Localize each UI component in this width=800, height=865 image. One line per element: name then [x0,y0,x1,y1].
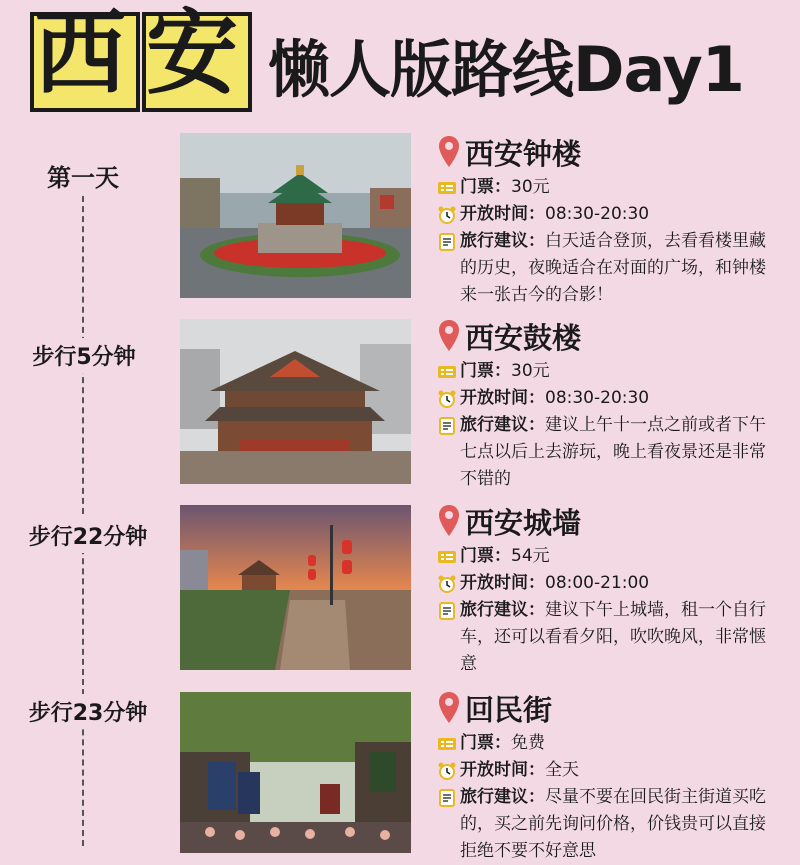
ticket-value: 30元 [511,361,550,381]
alarm-clock-icon [437,389,457,409]
spot-card-muslim-street [437,686,777,865]
photo-city-wall [180,505,411,670]
step-label-walk-23: 步行23分钟 [18,694,158,729]
title-char-xi: 西 [34,0,127,107]
alarm-clock-icon [437,574,457,594]
ticket-label: 门票： [460,546,511,566]
location-pin-icon [437,504,461,538]
ticket-row [437,174,777,201]
hours-label: 开放时间： [460,573,545,593]
ticket-row [437,358,777,385]
location-pin-icon [437,691,461,725]
hours-value: 08:30-20:30 [545,204,650,224]
hours-row [437,201,777,228]
advice-row [437,412,777,493]
hours-row [437,385,777,412]
place-name: 回民街 [465,692,553,727]
photo-bell-tower [180,133,411,298]
page-subtitle: 懒人版路线Day1 [268,33,744,106]
ticket-row [437,543,777,570]
photo-muslim-street [180,692,411,853]
ticket-icon [437,547,457,567]
advice-text: 建议下午上城墙，租一个自行车，还可以看看夕阳，吹吹晚风，非常惬意 [460,600,766,674]
advice-row [437,228,777,309]
advice-row [437,597,777,678]
spot-card-drum-tower [437,314,777,493]
note-icon [437,788,457,808]
hours-label: 开放时间： [460,204,545,224]
ticket-value: 30元 [511,177,550,197]
ticket-row [437,730,777,757]
advice-label: 旅行建议： [460,231,545,251]
step-label-day1: 第一天 [35,156,131,195]
advice-label: 旅行建议： [460,600,545,620]
ticket-icon [437,734,457,754]
hours-row [437,757,777,784]
hours-row [437,570,777,597]
place-name: 西安鼓楼 [465,320,582,355]
title-char-an: 安 [146,0,239,107]
ticket-value: 免费 [511,733,545,753]
hours-value: 全天 [545,760,579,780]
place-heading [437,130,777,174]
ticket-label: 门票： [460,361,511,381]
advice-label: 旅行建议： [460,787,545,807]
ticket-value: 54元 [511,546,550,566]
ticket-label: 门票： [460,733,511,753]
place-heading [437,314,777,358]
step-label-walk-5: 步行5分钟 [22,338,146,373]
hours-label: 开放时间： [460,388,545,408]
ticket-icon [437,362,457,382]
ticket-label: 门票： [460,177,511,197]
place-name: 西安钟楼 [465,136,582,171]
place-heading [437,686,777,730]
hours-value: 08:00-21:00 [545,573,650,593]
spot-card-city-wall [437,499,777,678]
hours-label: 开放时间： [460,760,545,780]
note-icon [437,601,457,621]
location-pin-icon [437,135,461,169]
location-pin-icon [437,319,461,353]
hours-value: 08:30-20:30 [545,388,650,408]
advice-text: 尽量不要在回民街主街道买吃的，买之前先询问价格，价钱贵可以直接拒绝不要不好意思 [460,787,766,861]
ticket-icon [437,178,457,198]
advice-text: 白天适合登顶，去看看楼里藏的历史，夜晚适合在对面的广场，和钟楼来一张古今的合影！ [460,231,766,305]
note-icon [437,232,457,252]
alarm-clock-icon [437,205,457,225]
spot-card-bell-tower [437,130,777,309]
place-name: 西安城墙 [465,505,582,540]
alarm-clock-icon [437,761,457,781]
place-heading [437,499,777,543]
advice-text: 建议上午十一点之前或者下午七点以后上去游玩，晚上看夜景还是非常不错的 [460,415,766,489]
note-icon [437,416,457,436]
advice-label: 旅行建议： [460,415,545,435]
photo-drum-tower [180,319,411,484]
step-label-walk-22: 步行22分钟 [18,518,158,553]
